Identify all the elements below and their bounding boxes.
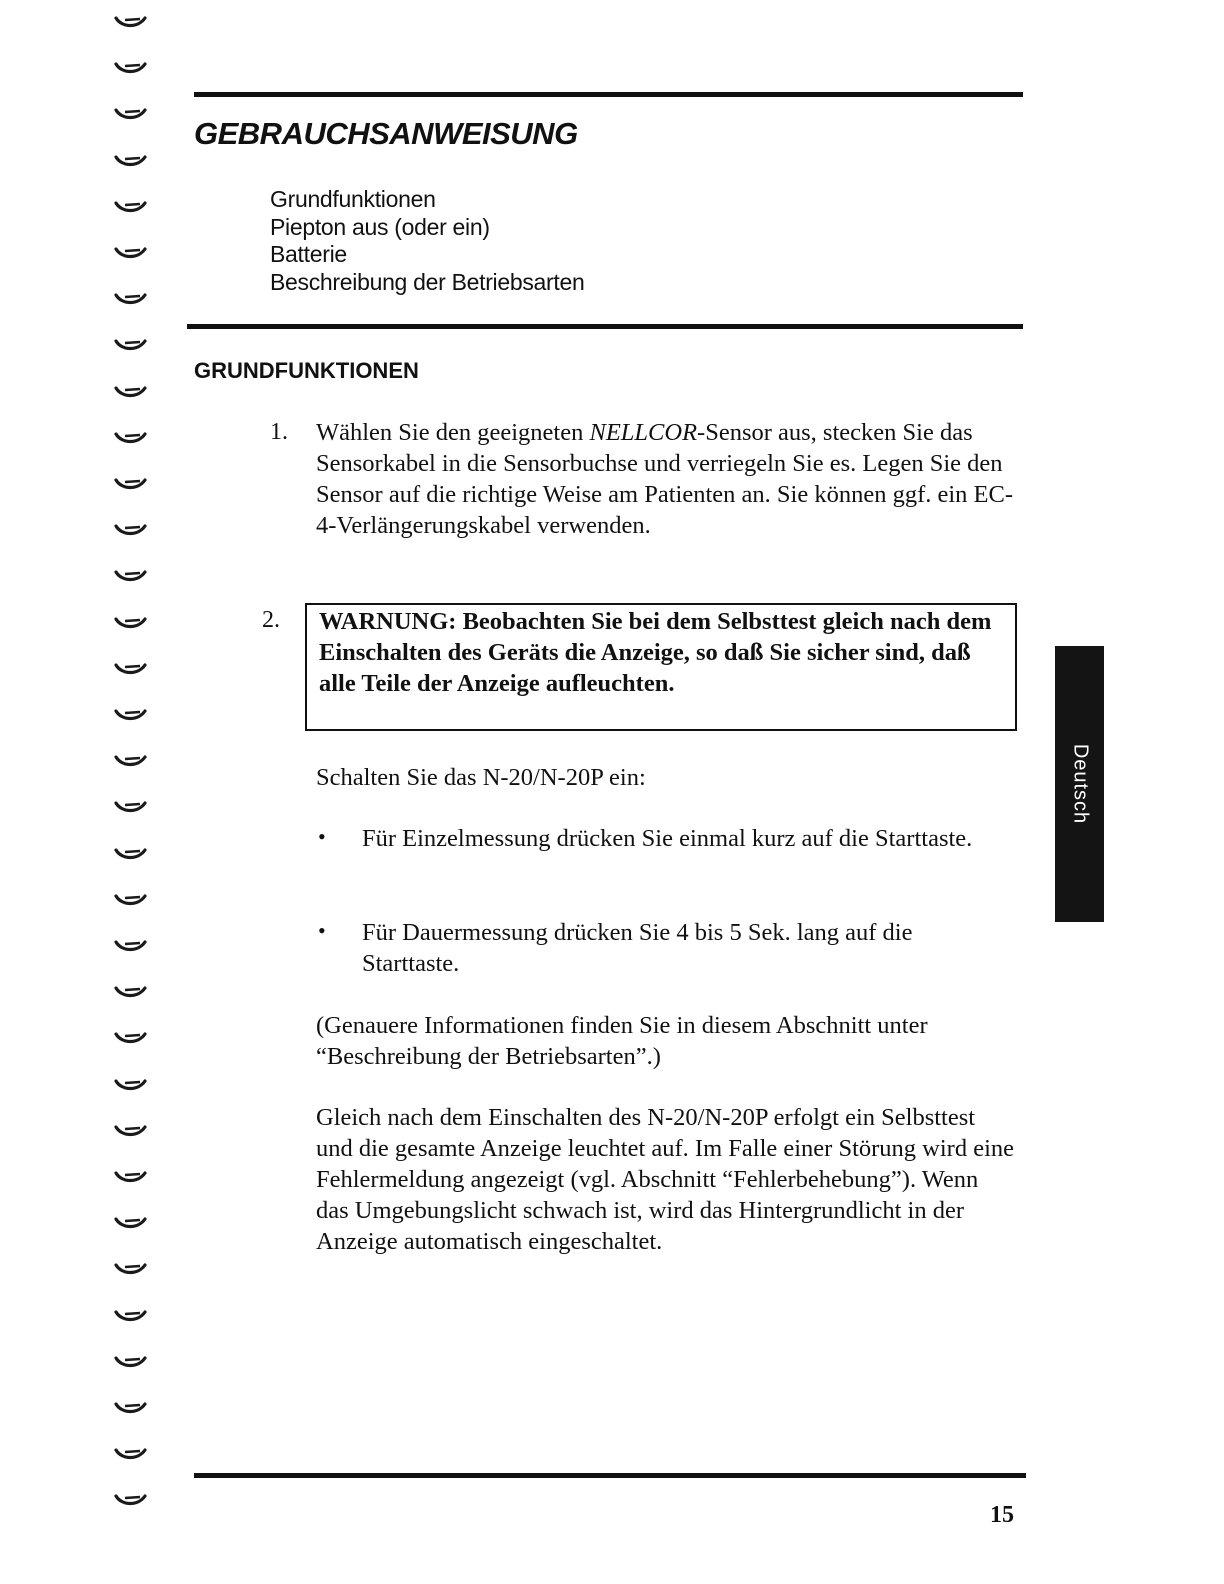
bottom-rule <box>194 1473 1026 1478</box>
binding-ring-icon <box>112 522 150 538</box>
binding-ring-icon <box>112 1261 150 1277</box>
bullet-dot-icon: • <box>318 824 326 849</box>
binding-ring-icon <box>112 799 150 815</box>
binding-ring-icon <box>112 938 150 954</box>
toc-item: Grundfunktionen <box>270 186 436 212</box>
step-2-number: 2. <box>262 607 280 633</box>
step-1-text <box>316 417 1031 541</box>
binding-ring-icon <box>112 1492 150 1508</box>
binding-ring-icon <box>112 1354 150 1370</box>
binding-ring-icon <box>112 661 150 677</box>
binding-ring-icon <box>112 1030 150 1046</box>
binding-ring-icon <box>112 615 150 631</box>
binding-ring-icon <box>112 707 150 723</box>
binding-ring-icon <box>112 153 150 169</box>
binding-ring-icon <box>112 1077 150 1093</box>
language-tab <box>1055 646 1104 922</box>
toc-item: Batterie <box>270 241 347 267</box>
chapter-toc <box>270 186 584 296</box>
top-rule <box>194 92 1023 97</box>
step-1-text-end: -Sensor aus, stecken Sie das Sensorkabel in die Sensorbuchse und verriegeln Sie es. Legen Sie den Sensor auf die richtige Weise am Patienten an. Sie können ggf. ein EC-4-Verlängerungskabel verwenden. <box>316 419 1014 539</box>
bullet-dot-icon: • <box>318 918 326 943</box>
binding-ring-icon <box>112 753 150 769</box>
binding-ring-icon <box>112 384 150 400</box>
binding-ring-icon <box>112 430 150 446</box>
binding-ring-icon <box>112 1123 150 1139</box>
spiral-binding <box>112 0 152 1584</box>
binding-ring-icon <box>112 1169 150 1185</box>
binding-ring-icon <box>112 60 150 76</box>
page-number: 15 <box>990 1502 1014 1528</box>
binding-ring-icon <box>112 568 150 584</box>
brand-name: NELLCOR <box>589 419 698 446</box>
toc-item: Piepton aus (oder ein) <box>270 213 490 240</box>
binding-ring-icon <box>112 337 150 353</box>
binding-ring-icon <box>112 1215 150 1231</box>
toc-item: Beschreibung der Betriebsarten <box>270 268 585 295</box>
bullet-item: Für Dauermessung drücken Sie 4 bis 5 Sek. lang auf die Starttaste. <box>362 919 913 977</box>
binding-ring-icon <box>112 106 150 122</box>
warning-text: WARNUNG: Beobachten Sie bei dem Selbsttest gleich nach dem Einschalten des Geräts die Anzeige, so daß Sie sicher sind, daß alle Teile der Anzeige aufleuchten. <box>319 608 992 697</box>
binding-ring-icon <box>112 846 150 862</box>
binding-ring-icon <box>112 14 150 30</box>
step-2-intro: Schalten Sie das N-20/N-20P ein: <box>316 764 646 791</box>
language-tab-label: Deutsch <box>1069 743 1091 825</box>
binding-ring-icon <box>112 476 150 492</box>
binding-ring-icon <box>112 984 150 1000</box>
section-heading: GRUNDFUNKTIONEN <box>194 358 419 383</box>
step-1-text-start: Wählen Sie den geeigneten <box>316 419 590 446</box>
binding-ring-icon <box>112 1446 150 1462</box>
binding-ring-icon <box>112 1308 150 1324</box>
binding-ring-icon <box>112 199 150 215</box>
step-1-number: 1. <box>270 419 288 445</box>
warning-box <box>305 603 1017 731</box>
step-2-note: (Genauere Informationen finden Sie in diesem Abschnitt unter “Beschreibung der Betriebsarten”.) <box>316 1012 928 1070</box>
binding-ring-icon <box>112 291 150 307</box>
binding-ring-icon <box>112 245 150 261</box>
step-2-paragraph: Gleich nach dem Einschalten des N-20/N-20P erfolgt ein Selbsttest und die gesamte Anzeige leuchtet auf. Im Falle einer Störung wird eine Fehlermeldung angezeigt (vgl. Abschnitt “Fehlerbehebung”). Wenn das Umgebungslicht schwach ist, wird das Hintergrundlicht in der Anzeige automatisch eingeschaltet. <box>316 1104 1015 1255</box>
binding-ring-icon <box>112 892 150 908</box>
binding-ring-icon <box>112 1400 150 1416</box>
section-rule <box>187 324 1023 329</box>
chapter-title: GEBRAUCHSANWEISUNG <box>194 116 578 151</box>
bullet-item: Für Einzelmessung drücken Sie einmal kurz auf die Starttaste. <box>362 825 973 852</box>
